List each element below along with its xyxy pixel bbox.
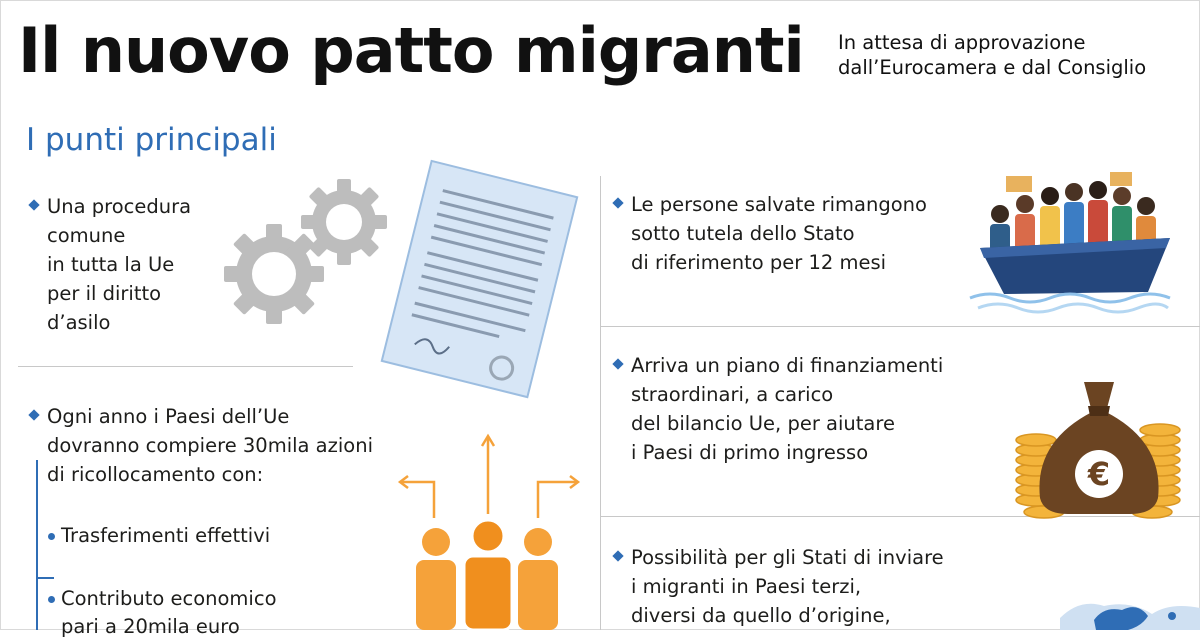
point-common-procedure [47,192,191,337]
page-title: Il nuovo patto migranti [18,14,804,87]
euro-symbol: € [1087,455,1111,493]
options-bracket [36,460,38,630]
point-line: di riferimento per 12 mesi [631,251,887,274]
point-line: in tutta la Ue [47,253,175,276]
people-icon [392,432,588,630]
point-third-countries [631,543,944,630]
point-line: Le persone salvate rimangono [631,193,927,216]
point-line: diversi da quello d’origine, [631,604,891,627]
option-transfers [48,521,270,550]
option-label: pari a 20mila euro [61,615,240,638]
divider [18,366,353,367]
page-subtitle [838,30,1146,80]
point-rescued-persons [631,190,927,277]
point-line: dovranno compiere 30mila azioni [47,434,373,457]
point-line: per il diritto [47,282,162,305]
column-divider [600,176,601,630]
point-line: i migranti in Paesi terzi, [631,575,862,598]
point-funding [631,351,943,467]
world-map-icon [1060,580,1200,630]
option-contribution [48,584,277,613]
money-bag-icon [1014,372,1184,520]
bullet-dot [48,533,55,540]
options-bracket-tick [36,577,54,579]
section-title: I punti principali [26,122,277,158]
point-line: comune [47,224,126,247]
option-label: Trasferimenti effettivi [61,524,271,547]
subtitle-line: dall’Eurocamera e dal Consiglio [838,56,1147,79]
bullet-dot [48,596,55,603]
point-line: Arriva un piano di finanziamenti [631,354,944,377]
point-line: Possibilità per gli Stati di inviare [631,546,944,569]
point-line: di ricollocamento con: [47,463,264,486]
subtitle-line: In attesa di approvazione [838,31,1086,54]
point-line: sotto tutela dello Stato [631,222,855,245]
point-line: d’asilo [47,311,111,334]
migrant-boat-icon [970,166,1180,316]
option-label: Contributo economico [61,587,277,610]
point-line: Una procedura [47,195,192,218]
divider [600,326,1200,327]
option-contribution-amount [61,612,240,641]
document-icon [372,162,587,400]
point-line: del bilancio Ue, per aiutare [631,412,895,435]
gears-icon [226,178,396,328]
point-line: i Paesi di primo ingresso [631,441,869,464]
point-relocation [47,402,373,489]
point-line: straordinari, a carico [631,383,834,406]
point-line: Ogni anno i Paesi dell’Ue [47,405,290,428]
